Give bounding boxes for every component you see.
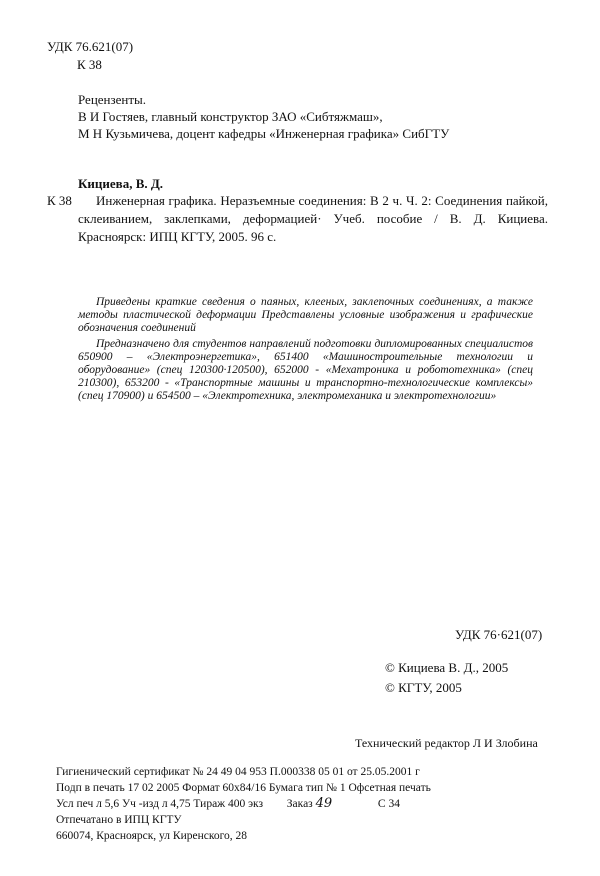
udk-code: УДК 76.621(07) bbox=[47, 39, 134, 54]
reviewer-1: В И Гостяев, главный конструктор ЗАО «Сибтяжмаш», bbox=[78, 109, 383, 124]
copyright-author: © Кициева В. Д., 2005 bbox=[385, 660, 509, 675]
imprint-line: 660074, Красноярск, ул Киренского, 28 bbox=[56, 830, 248, 842]
bbk-code: К 38 bbox=[77, 57, 102, 72]
bibliographic-description: Инженерная графика. Неразъемные соединения: В 2 ч. Ч. 2: Соединения пайкой, склеиванием, заклепками, деформацией· Учеб. пособие / В. Д. Кициева. Красноярск: ИПЦ КГТУ, 2005. 96 с. bbox=[78, 193, 548, 244]
udk-code-footer: УДК 76·621(07) bbox=[455, 627, 543, 642]
catalog-code: К 38 bbox=[47, 193, 72, 208]
annotation bbox=[78, 296, 533, 404]
imprint-print-specs: Усл печ л 5,6 Уч -изд л 4,75 Тираж 400 экз bbox=[56, 798, 264, 810]
order-number: 49 bbox=[315, 796, 333, 811]
imprint-block bbox=[56, 764, 576, 844]
author-heading: Кициева, В. Д. bbox=[78, 176, 164, 191]
technical-editor: Технический редактор Л И Злобина bbox=[355, 736, 538, 750]
order-code: С 34 bbox=[377, 798, 400, 810]
order-label: Заказ bbox=[286, 798, 313, 810]
reviewer-2: М Н Кузьмичева, доцент кафедры «Инженерная графика» СибГТУ bbox=[78, 126, 450, 141]
annotation-paragraph: Приведены краткие сведения о паяных, клееных, заклепочных соединениях, а также методы пластической деформации Представлены условные изображения и графические обозначения соединений bbox=[78, 296, 533, 335]
imprint-line: Отпечатано в ИПЦ КГТУ bbox=[56, 814, 182, 826]
imprint-line: Гигиенический сертификат № 24 49 04 953 П.000338 05 01 от 25.05.2001 г bbox=[56, 766, 420, 778]
copyright-publisher: © КГТУ, 2005 bbox=[385, 680, 462, 695]
imprint-line bbox=[56, 796, 576, 812]
annotation-paragraph: Предназначено для студентов направлений подготовки дипломированных специалистов 650900 – «Электроэнергетика», 651400 «Машиностроительные технологии и оборудование» (спец 120300·120500), 652000 - «Мехатроника и робототехника» (спец 210300), 653200 - «Транспортные машины и транспортно-технологические комплексы» (спец 170900) и 654500 – «Электротехника, электромеханика и электротехнологии» bbox=[78, 337, 533, 403]
reviewers-label: Рецензенты. bbox=[78, 92, 147, 107]
imprint-line: Подп в печать 17 02 2005 Формат 60х84/16 Бумага тип № 1 Офсетная печать bbox=[56, 782, 431, 794]
